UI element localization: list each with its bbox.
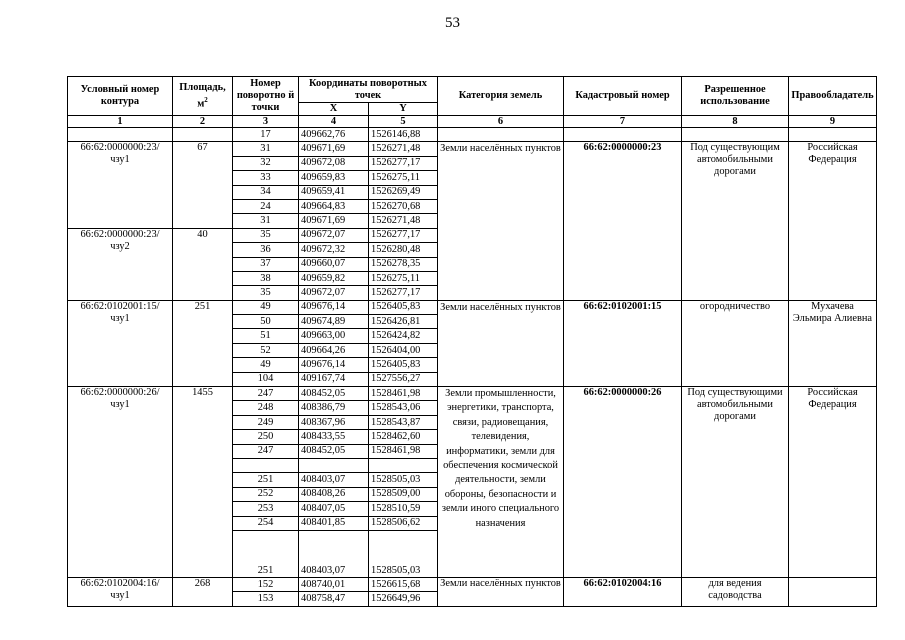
x-cell: 409660,07 [299,257,369,271]
cadastral-cell: 66:62:0102001:15 [564,300,682,386]
x-cell: 409672,08 [299,156,369,170]
x-cell: 409662,76 [299,128,369,142]
y-cell: 1526280,48 [369,243,438,257]
point-number-cell: 49 [233,300,299,314]
col-number: 4 [299,116,369,128]
contour-cell: 66:62:0102004:16/ чзу1 [68,577,173,606]
x-cell: 409672,07 [299,286,369,300]
x-cell: 409167,74 [299,372,369,386]
point-number-cell: 104 [233,372,299,386]
table-row [68,577,877,591]
header-coordinates: Координаты поворотных точек [299,77,438,103]
header-permitted-use: Разрешенное использование [682,77,789,116]
cadastral-cell [564,128,682,142]
point-number-cell: 247 [233,444,299,458]
category-cell: Земли населённых пунктов [438,577,564,606]
point-number-cell: 51 [233,329,299,343]
owner-cell: Российская Федерация [789,142,877,300]
y-cell: 1528543,06 [369,401,438,415]
y-cell: 1528461,98 [369,387,438,401]
header-owner: Правообладатель [789,77,877,116]
point-number-cell: 31 [233,214,299,228]
y-cell: 1528506,62 [369,516,438,530]
x-cell: 409674,89 [299,315,369,329]
col-number: 1 [68,116,173,128]
permitted-use-cell [682,128,789,142]
x-cell: 409664,83 [299,199,369,213]
point-number-cell: 17 [233,128,299,142]
y-cell: 1526649,96 [369,592,438,606]
land-plot-table [67,76,877,607]
header-contour: Условный номер контура [68,77,173,116]
header-y: Y [369,103,438,116]
x-cell: 409672,32 [299,243,369,257]
point-number-cell: 251 [233,530,299,577]
point-number-cell: 152 [233,577,299,591]
y-cell: 1526275,11 [369,171,438,185]
cadastral-cell: 66:62:0000000:23 [564,142,682,300]
category-cell [438,128,564,142]
point-number-cell: 34 [233,185,299,199]
point-number-cell: 249 [233,415,299,429]
x-cell [299,458,369,472]
area-cell: 268 [173,577,233,606]
x-cell: 409676,14 [299,300,369,314]
y-cell: 1528509,00 [369,487,438,501]
cadastral-cell: 66:62:0102004:16 [564,577,682,606]
point-number-cell: 49 [233,358,299,372]
point-number-cell: 250 [233,430,299,444]
y-cell: 1526146,88 [369,128,438,142]
cadastral-cell: 66:62:0000000:26 [564,387,682,578]
y-cell: 1526405,83 [369,300,438,314]
header-point-number: Номер поворотно й точки [233,77,299,116]
point-number-cell: 248 [233,401,299,415]
point-number-cell: 24 [233,199,299,213]
x-cell: 409671,69 [299,142,369,156]
col-number: 5 [369,116,438,128]
y-cell: 1526270,68 [369,199,438,213]
x-cell: 408408,26 [299,487,369,501]
area-cell [173,128,233,142]
x-cell: 408740,01 [299,577,369,591]
col-number: 7 [564,116,682,128]
category-cell: Земли населённых пунктов [438,142,564,300]
contour-cell [68,128,173,142]
point-number-cell: 31 [233,142,299,156]
y-cell: 1526271,48 [369,214,438,228]
y-cell: 1526277,17 [369,286,438,300]
y-cell: 1527556,27 [369,372,438,386]
x-cell: 409659,41 [299,185,369,199]
header-area: Площадь, $м^2$ [173,77,233,116]
y-cell: 1526271,48 [369,142,438,156]
owner-cell: Российская Федерация [789,387,877,578]
x-cell: 408758,47 [299,592,369,606]
y-cell [369,458,438,472]
header-category: Категория земель [438,77,564,116]
point-number-cell: 153 [233,592,299,606]
y-cell: 1528543,87 [369,415,438,429]
point-number-cell: 254 [233,516,299,530]
point-number-cell: 37 [233,257,299,271]
x-cell: 409664,26 [299,343,369,357]
x-cell: 408407,05 [299,502,369,516]
header-x: X [299,103,369,116]
area-cell: 67 [173,142,233,228]
point-number-cell: 32 [233,156,299,170]
y-cell: 1526404,00 [369,343,438,357]
y-cell: 1526405,83 [369,358,438,372]
header-row [68,77,877,103]
y-cell: 1526278,35 [369,257,438,271]
point-number-cell: 247 [233,387,299,401]
page-number: 53 [445,15,460,31]
point-number-cell: 251 [233,473,299,487]
y-cell: 1526424,82 [369,329,438,343]
point-number-cell: 50 [233,315,299,329]
y-cell: 1526277,17 [369,228,438,242]
permitted-use-cell: Под существующими автомобильными дорогами [682,387,789,578]
contour-cell: 66:62:0000000:23/ чзу1 [68,142,173,228]
point-number-cell: 33 [233,171,299,185]
contour-cell: 66:62:0102001:15/ чзу1 [68,300,173,386]
col-number: 2 [173,116,233,128]
permitted-use-cell: огородничество [682,300,789,386]
permitted-use-cell: для ведения садоводства [682,577,789,606]
y-cell: 1528505,03 [369,530,438,577]
x-cell: 409659,83 [299,171,369,185]
point-number-cell: 38 [233,271,299,285]
col-number: 9 [789,116,877,128]
category-cell: Земли промышленности, энергетики, транспорта, связи, радиовещания, телевидения, информатики, земли для обеспечения космической деятельности, земли обороны, безопасности и земли иного специального назначения [438,387,564,578]
owner-cell: Мухачева Эльмира Алиевна [789,300,877,386]
x-cell: 408386,79 [299,401,369,415]
category-cell: Земли населённых пунктов [438,300,564,386]
table-row [68,142,877,156]
point-number-cell [233,458,299,472]
x-cell: 408367,96 [299,415,369,429]
x-cell: 408452,05 [299,444,369,458]
point-number-cell: 35 [233,228,299,242]
owner-cell [789,577,877,606]
area-cell: 1455 [173,387,233,578]
x-cell: 409676,14 [299,358,369,372]
y-cell: 1526615,68 [369,577,438,591]
y-cell: 1528461,98 [369,444,438,458]
area-cell: 251 [173,300,233,386]
permitted-use-cell: Под существующим автомобильными дорогами [682,142,789,300]
column-numbers-row [68,116,877,128]
x-cell: 408403,07 [299,473,369,487]
y-cell: 1528510,59 [369,502,438,516]
owner-cell [789,128,877,142]
point-number-cell: 36 [233,243,299,257]
x-cell: 409672,07 [299,228,369,242]
x-cell: 408401,85 [299,516,369,530]
y-cell: 1528505,03 [369,473,438,487]
table-row [68,128,877,142]
area-cell: 40 [173,228,233,300]
table-row [68,300,877,314]
point-number-cell: 253 [233,502,299,516]
contour-cell: 66:62:0000000:26/ чзу1 [68,387,173,578]
y-cell: 1526277,17 [369,156,438,170]
x-cell: 409663,00 [299,329,369,343]
x-cell: 409659,82 [299,271,369,285]
y-cell: 1526275,11 [369,271,438,285]
point-number-cell: 52 [233,343,299,357]
x-cell: 408433,55 [299,430,369,444]
col-number: 8 [682,116,789,128]
x-cell: 408452,05 [299,387,369,401]
y-cell: 1526269,49 [369,185,438,199]
x-cell: 409671,69 [299,214,369,228]
x-cell: 408403,07 [299,530,369,577]
col-number: 6 [438,116,564,128]
header-cadastral: Кадастровый номер [564,77,682,116]
y-cell: 1526426,81 [369,315,438,329]
contour-cell: 66:62:0000000:23/ чзу2 [68,228,173,300]
point-number-cell: 252 [233,487,299,501]
point-number-cell: 35 [233,286,299,300]
y-cell: 1528462,60 [369,430,438,444]
table-row [68,387,877,401]
col-number: 3 [233,116,299,128]
